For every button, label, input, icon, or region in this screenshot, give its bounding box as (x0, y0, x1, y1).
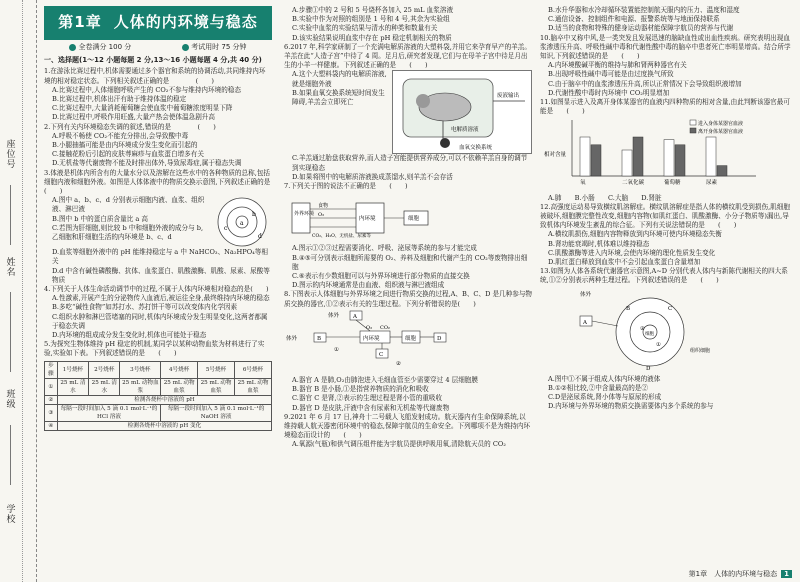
option-text: B.比赛过程中,机体出汗有助于维持体温的稳定 (52, 95, 187, 104)
clock-icon (182, 44, 189, 51)
option-text: C.羊羔通过胎盘获取营养,而人造子宫能提供营养成分,可以不依赖羊羔自身的调节到实现稳态 (292, 154, 528, 172)
option-text: C.比赛过程中,大量消耗葡萄糖会使血浆中葡萄糖浓度明显下降 (52, 104, 233, 113)
label-waste-out: 废液输出 (497, 93, 520, 100)
option-text: C.若图为肝细胞,则比较 b 中和细胞外液的成分与 b,乙细胞和肝细胞生活的内环境是 b、c、d (52, 223, 204, 242)
label-a: a (240, 220, 244, 228)
table-cell: 检测各烧杯中溶液的 pH (57, 395, 271, 404)
option-text: A.图中 a、b、c、d 分别表示细胞内液、血浆、组织液、淋巴液 (52, 196, 205, 214)
section-title: 一、选择题(1～12 小题每题 2 分,13～16 小题每题 4 分,共 40 分) (44, 56, 262, 65)
label-food: 食物 (318, 203, 329, 210)
table-cell: 25 mL 动物血浆 (198, 378, 235, 395)
table-cell: 25 mL 动物血浆 (120, 378, 161, 395)
table-cell: ① (45, 378, 58, 395)
table-cell: 25 mL 清水 (57, 378, 88, 395)
label-cell: 细胞 (405, 335, 417, 342)
bar-1-0 (622, 150, 632, 176)
option-text: D.适当的食物和特殊的健身运动器材能保障宇航员的营养与代谢 (548, 24, 734, 33)
option-text: A.比赛过程中,人体细胞呼吸产生的 CO₂不参与维持内环境的稳态 (52, 85, 241, 94)
table-header: 步骤 (45, 361, 58, 378)
table-row (45, 421, 272, 430)
label-co2: CO₂ (380, 324, 390, 331)
footer-text: 第1章 人体的内环境与稳态 (688, 570, 778, 578)
label-system-d: D (646, 365, 651, 372)
option-text: A.图示①②③过程需要消化、呼吸、泌尿等系统的参与才能完成 (292, 244, 477, 253)
seat-label: 座位号 (6, 140, 16, 170)
option-text: B.实验中作为对照的组别是 1 号和 4 号,其余为实验组 (292, 15, 450, 24)
option-text: C.肌酸激酶等进入内环境,会使内环境的理化性质发生变化 (548, 248, 716, 257)
page-number: 1 (781, 570, 792, 578)
school-label: 学校 (6, 505, 16, 525)
label-c: c (224, 225, 228, 233)
option-text: A.内环境酸碱平衡的维持与肺和肾两种器官有关 (548, 61, 687, 70)
option-text: A.图中①不属于组成人体内环境的液体 (548, 374, 661, 383)
label-system-b: B (626, 305, 631, 312)
label-organ-c: C (379, 351, 384, 358)
option-text: C.器官 C 是肾,②表示的生理过程是肾小管的重吸收 (292, 394, 443, 403)
table-header: 6号烧杯 (235, 361, 272, 378)
bar-1-1 (633, 137, 643, 176)
exam-time: 考试用时 75 分钟 (191, 43, 247, 51)
table-header: 4号烧杯 (161, 361, 198, 378)
label-o2: O₂ (366, 324, 373, 331)
column-3 (540, 6, 792, 412)
label-process-1: ① (334, 346, 339, 353)
legend-out: 离开身体某器官血液 (698, 129, 744, 136)
table-cell: 每隔一段时间加入 5 滴 0.1 mol·L⁻¹的 NaOH 溶液 (161, 404, 272, 421)
option-text: C.实验中血浆的实验结果与清水的种类和数量有关 (292, 24, 438, 33)
option-text: B.①②相比较,②中含量最高的是② (548, 384, 648, 393)
option-text: C.由于脑卒中的血浆渗透压升高,所以正常情况下会导致组织液增加 (548, 79, 742, 88)
option-text: D.内环境与外界环境的物质交换需要体内多个系统的参与 (548, 402, 714, 411)
label-internal: 内环境 (363, 335, 380, 342)
option-text: C.组织水肿和淋巴管堵塞的同时,机体内环境成分发生明显变化,这两者都属于稳态失调 (52, 312, 268, 330)
question-text: 2.下列有关内环境稳态失调的叙述,错误的是 ( ) (44, 122, 216, 131)
label-organ-a: A (353, 313, 357, 320)
option-text: D.代谢性酸中毒时内环境中 CO₂明显增加 (548, 88, 670, 97)
column-1 (44, 6, 284, 433)
table-cell: 25 mL 清水 (89, 378, 120, 395)
score-icon (69, 44, 76, 51)
label-process-1: ① (656, 341, 661, 348)
table-header: 5号烧杯 (198, 361, 235, 378)
table-cell: ② (45, 395, 58, 404)
option-text: C.通信设备、控制组件和电源、报警系统等与地面保持联系 (548, 15, 720, 24)
bar-3-1 (717, 166, 727, 176)
label-outside-top: 体外 (328, 312, 340, 319)
body-fluid-diagram (212, 196, 272, 248)
table-cell: 每隔一段时间加入 5 滴 0.1 mol·L⁻¹的 HCl 溶液 (57, 404, 160, 421)
option-text: B.肾功能衰竭时,机体难以维持稳态 (548, 239, 650, 248)
question-text: 1.在游泳比赛过程中,机体需要通过多个器官和系统的协调活动,共同维持内环境的相对稳定状态。下列相关叙述正确的是 ( ) (44, 67, 266, 85)
class-label: 班级 (6, 390, 16, 410)
question-text: 3.体液是机体内所含有的大量水分以及溶解在这些水中的各种物质的总称,包括细胞内液和细胞外液。如图是人体体液中的物质交换示意图,下列叙述正确的是 ( ) (44, 168, 284, 196)
option-text: A.横纹肌损伤,细胞内容物释放到内环境可使内环境稳态失衡 (548, 230, 722, 239)
question-text: 4.下列关于人体生命活动调节中的过程,不属于人体内环境相对稳态的是( ) (44, 285, 269, 294)
label-outside: 外界环境 (294, 211, 315, 218)
label-tissue-cell: 组织细胞 (690, 347, 711, 354)
option-text: A.这个大塑料袋内的电解质溶液,就是细胞外液 (292, 70, 387, 88)
label-cell: 细胞 (645, 331, 654, 337)
question-text: 10.脑卒中又称中风,是一类突发且发展迅速的脑缺血性或出血性疾病。研究表明出现血浆渗透压升高、呼吸性碱中毒和代谢性酸中毒的脑卒中患者死亡率明显增高。结合所学知识,下列叙述错误的是 ( ) (540, 33, 791, 61)
category-label: 二氧化碳 (622, 180, 645, 187)
chapter-title: 人体的内环境与稳态 (113, 13, 258, 32)
column-2 (284, 6, 532, 450)
label-wastes: CO₂、H₂O、无机盐、尿素等 (312, 234, 371, 240)
option-text: C.⑥表示有少数细胞可以与外界环境进行部分物质的直接交换 (292, 272, 470, 281)
option-text: C.接触花粉后引起的皮肤荨麻疹与血浆蛋白增多有关 (52, 150, 204, 159)
label-outside: 体外 (580, 291, 592, 298)
label-cell: 细胞 (408, 216, 420, 223)
label-organ-d: D (437, 335, 442, 342)
option-text: B.④⑤可分别表示细胞所需要的 O₂、养料及细胞和代谢产生的 CO₂等废物排出细胞 (292, 253, 528, 271)
option-text: D.如果将图中的电解质溶液换成蒸馏水,则羊羔不会存活 (292, 172, 453, 181)
option-text: A.步骤①中的 2 号和 5 号烧杯各加入 25 mL 血浆溶液 (292, 6, 454, 14)
category-label: 尿素 (706, 180, 718, 187)
option-text: B.水升华器和水冷却循环装置能控制航天服内的压力、温度和湿度 (548, 6, 740, 14)
name-label: 姓名 (6, 258, 16, 278)
label-internal: 内环境 (359, 216, 376, 223)
table-row (45, 378, 272, 395)
question-text: 5.为探究生物体维持 pH 稳定的机制,某同学以某种动物血浆为材料进行了实验,实验如下表。下列叙述错误的是 ( ) (44, 340, 265, 358)
artificial-womb-diagram (392, 70, 532, 154)
experiment-table (44, 361, 272, 431)
side-margin (0, 0, 37, 582)
table-row (45, 404, 272, 421)
question-text: 8.下图表示人体细胞与外界环境之间进行物质交换的过程,A、B、C、D 是几种参与物质交换的器官,①②表示有关的生理过程。下列分析错误的是( ) (284, 290, 533, 308)
label-system-a: A (583, 319, 587, 326)
option-text: A.器官 A 是肺,O₂由肺泡进入毛细血管至少需要穿过 4 层细胞膜 (292, 376, 478, 385)
option-text: B.器官 B 是小肠,①是指营养物质的消化和吸收 (292, 385, 429, 394)
option-text: A.性激素,开展产生的分泌物传入血液后,被运往全身,最终维持内环境的稳态 (52, 294, 270, 303)
exam-meta (44, 43, 272, 52)
option-text: D.肌红蛋白释放到血浆中不会引起血浆蛋白含量增加 (548, 258, 701, 267)
question-text: 6.2017 年,科学家研制了一个充满电解质溶液的大塑料袋,并用它来孕育早产的羊羔。羊羔在此“人造子宫”中待了 4 周。足月后,研究者发现,它们与在母羊子宫中待足月出生的小羊一样健康。下列叙述正确的是 ( ) (284, 42, 531, 70)
label-process-2: ② (640, 325, 645, 332)
page-footer (689, 569, 792, 579)
chapter-number: 第1章 (58, 13, 102, 32)
option-text: D.比赛过程中,呼吸作用旺盛,大量产热会使体温急剧升高 (52, 113, 215, 122)
label-d: d (258, 233, 262, 241)
option-text: B.小腿抽搐可能是由内环境成分发生变化而引起的 (52, 141, 198, 150)
organ-blood-bar-chart (540, 116, 760, 190)
table-header: 2号烧杯 (89, 361, 120, 378)
bar-0-1 (591, 145, 601, 176)
label-organ-b: B (317, 335, 322, 342)
label-b: b (252, 211, 256, 219)
option-text: D.内环境的组成成分发生变化时,机体也可能处于稳态 (52, 331, 207, 340)
option-text: A.呼吸不畅使 CO₂不能充分排出,会导致酸中毒 (52, 131, 189, 140)
option-text: D.器官 D 是皮肤,汗液中含有尿素和无机盐等代谢废物 (292, 403, 450, 412)
table-cell: 25 mL 动物血浆 (161, 378, 198, 395)
category-label: 氧 (580, 180, 586, 187)
table-cell: 25 mL 动物血浆 (235, 378, 272, 395)
full-score: 全卷满分 100 分 (78, 43, 132, 51)
label-electrolyte: 电解质溶液 (451, 127, 479, 134)
option-text: D.无机盐等代谢废物不能及时排出体外,导致尿毒症,属于稳态失调 (52, 159, 242, 168)
option-text: D.d 中含有碱性磷酸酶、抗体、血浆蛋白、肌酸激酶、肌酸、尿素、尿酸等物质 (52, 266, 270, 284)
option-text: A.肺 B.小肠 C.大脑 D.肾脏 (548, 193, 662, 202)
bar-2-0 (664, 140, 674, 176)
option-text: D.图示的内环境通常是由血液、组织液与淋巴液组成 (292, 281, 445, 290)
system-exchange-diagram (540, 286, 740, 372)
question-text: 12.高强度运动易导致横纹肌溶解症。横纹肌溶解症是指人体的横纹肌受到损伤,肌细胞被破坏,细胞膜完整性改变,细胞内容物(如肌红蛋白、肌酸激酶、小分子物质等)漏出,导致机体内环境发生紊乱的综合征。下列有关说法错误的是 ( ) (540, 202, 790, 230)
table-row (45, 395, 272, 404)
table-cell: 检测各烧杯中溶液的 pH 变化 (57, 421, 271, 430)
option-text: B.出现呼吸性碱中毒可能是由过度换气所致 (548, 70, 674, 79)
question-text: 7.下列关于图的说法不正确的是 ( ) (284, 182, 408, 191)
label-outside-left: 体外 (286, 335, 298, 342)
table-header: 3号烧杯 (120, 361, 161, 378)
label-process-2: ② (396, 360, 401, 367)
label-o2: O₂ (318, 212, 325, 219)
bar-0-0 (580, 137, 590, 176)
label-system-c: C (668, 305, 673, 312)
question-text: 11.如图显示进入及离开身体某器官的血液内四种物质的相对含量,由此判断该器官最可能是 ( ) (540, 98, 790, 116)
option-text: B.如果血氧交换系统短时间发生障碍,羊羔会立即死亡 (292, 88, 385, 107)
question-text: 13.如图为人体各系统代谢器官示意图,A~D 分别代表人体内与新陈代谢相关的四大系统,①②分别表示两种生理过程。下列叙述错误的是 ( ) (540, 267, 788, 285)
question-text: 9.2021 年 6 月 17 日,神舟十二号载人飞船发射成功。航天器内有生命保障系统,以维持载人航天器密闭环境中的稳态,保障宇航员的生命安全。下列哪项不是为维持内环境稳态而设计的 ( ) (284, 412, 531, 440)
table-cell: ④ (45, 421, 58, 430)
category-label: 葡萄糖 (664, 180, 681, 187)
table-header: 1号烧杯 (57, 361, 88, 378)
option-text: C.D是泌尿系统,肾小体等与原尿的形成 (548, 393, 662, 402)
organ-exchange-diagram (284, 309, 484, 373)
label-blood-oxygen: 血氧交换系统 (459, 145, 493, 152)
environment-exchange-diagram (284, 191, 464, 241)
chapter-header (44, 6, 272, 40)
table-cell: ③ (45, 404, 58, 421)
bar-3-0 (706, 137, 716, 176)
option-text: D.该实验结果说明血浆中存在 pH 稳定机制相关的物质 (292, 33, 452, 42)
legend-in: 进入身体某器官血液 (698, 121, 744, 128)
chart-ylabel: 相对含量 (544, 152, 567, 159)
option-text: B.图中 b 中的蛋白质含量比 a 高 (52, 214, 149, 223)
option-text: A.氧源(气瓶)和供气调压组件能为宇航员提供呼吸用氧,清除航天员的 CO₂ (292, 440, 506, 449)
option-text: B.多吃“碱性食物”如苏打水、苏打饼干等可以改变体内化学因素 (52, 303, 238, 312)
option-text: D.血浆等细胞外液中的 pH 能维持稳定与 a 中 NaHCO₃、Na₂HPO₄等相关 (52, 248, 268, 266)
bar-2-1 (675, 145, 685, 176)
